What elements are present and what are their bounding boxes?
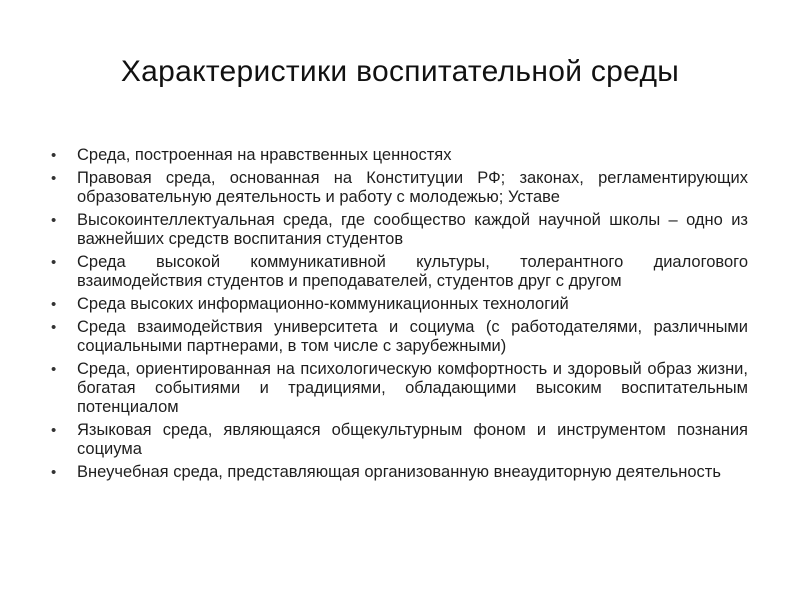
bullet-marker: • <box>51 464 57 481</box>
bullet-item <box>50 211 748 249</box>
bullet-text: Среда, построенная на нравственных ценностях <box>77 146 452 164</box>
bullet-text: Внеучебная среда, представляющая организованную внеаудиторную деятельность <box>77 463 721 481</box>
bullet-text: Языковая среда, являющаяся общекультурным фоном и инструментом познания социума <box>77 421 748 458</box>
bullet-text: Среда, ориентированная на психологическую комфортность и здоровый образ жизни, богатая событиями и традициями, обладающими высоким воспитательным потенциалом <box>77 360 748 416</box>
bullet-item <box>50 463 748 482</box>
bullet-marker: • <box>51 147 57 164</box>
bullet-text: Среда взаимодействия университета и социума (с работодателями, различными социальными партнерами, в том числе с зарубежными) <box>77 318 748 355</box>
bullet-marker: • <box>51 254 57 271</box>
bullet-item <box>50 169 748 207</box>
bullet-marker: • <box>51 361 57 378</box>
bullet-text: Среда высоких информационно-коммуникационных технологий <box>77 295 569 313</box>
bullet-text: Правовая среда, основанная на Конституции РФ; законах, регламентирующих образовательную деятельность и работу с молодежью; Уставе <box>77 169 748 206</box>
bullet-marker: • <box>51 422 57 439</box>
bullet-marker: • <box>51 319 57 336</box>
bullet-item <box>50 295 748 314</box>
bullet-item <box>50 146 748 165</box>
bullet-marker: • <box>51 212 57 229</box>
bullet-item <box>50 421 748 459</box>
bullet-list <box>50 146 748 486</box>
bullet-marker: • <box>51 170 57 187</box>
bullet-item <box>50 253 748 291</box>
bullet-item <box>50 360 748 417</box>
slide-title: Характеристики воспитательной среды <box>120 55 680 88</box>
bullet-text: Среда высокой коммуникативной культуры, толерантного диалогового взаимодействия студентов и преподавателей, студентов друг с другом <box>77 253 748 290</box>
bullet-marker: • <box>51 296 57 313</box>
bullet-item <box>50 318 748 356</box>
bullet-text: Высокоинтеллектуальная среда, где сообщество каждой научной школы – одно из важнейших средств воспитания студентов <box>77 211 748 248</box>
